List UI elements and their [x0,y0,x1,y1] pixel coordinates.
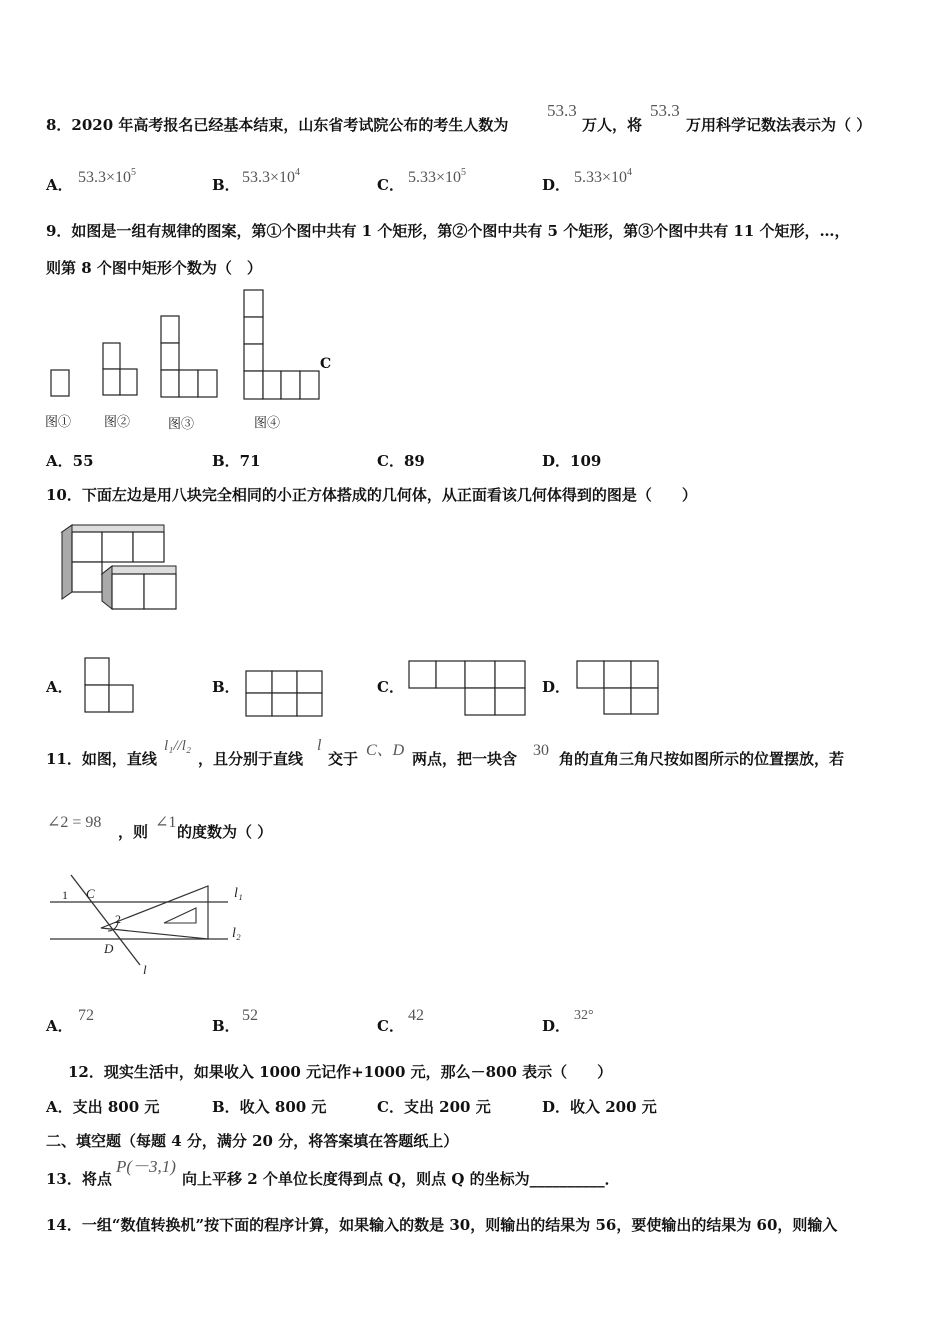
q8-option-d-label: D． [542,176,571,194]
section-2-heading: 二、填空题（每题 4 分，满分 20 分，将答案填在答题纸上） [46,1132,459,1150]
q8-text-2: 万人，将 [582,116,643,134]
q9-option-b: B．71 [212,452,261,470]
q12-option-a: A．支出 800 元 [46,1098,160,1116]
q9-option-d: D．109 [542,452,602,470]
q8-number-1: 53.3 [547,101,577,120]
q11-line-l: l [317,737,322,754]
q8-text-1: 8．2020 年高考报名已经基本结束，山东省考试院公布的考生人数为 [46,116,509,134]
q8-option-d-value: $5.33\times 10^4$ [574,167,633,186]
q8-text-3: 万用科学记数法表示为（ ） [686,116,872,134]
q9-text-line1: 9．如图是一组有规律的图案，第①个图中共有 1 个矩形，第②个图中共有 5 个矩形，第③个图中共有 11 个矩形，…， [46,222,850,240]
q8-option-c-value: $5.33\times 10^5$ [408,167,467,186]
q11-option-a-value: 72 [78,1007,94,1024]
q11-degree-30: 30 [533,742,549,759]
q9-stray-mark: C [320,356,332,372]
q11-fig-label-l: l [143,962,147,977]
q13-text-1: 13．将点 [46,1170,112,1188]
q12-option-b: B．收入 800 元 [212,1098,327,1116]
q11-angle1: ∠1 [155,814,177,831]
q8-number-2: 53.3 [650,101,680,120]
q10-text: 10．下面左边是用八块完全相同的小正方体搭成的几何体，从正面看该几何体得到的图是（ ） [46,486,697,504]
q9-option-c: C．89 [377,452,425,470]
q11-points-cd: C、D [366,742,405,759]
q11-text-6: ，则 [118,823,149,841]
q9-caption-1: 图① [45,414,72,429]
q9-caption-3: 图③ [168,416,195,431]
q11-option-d-label: D． [542,1017,571,1035]
q11-option-a-label: A． [46,1017,73,1035]
q8-option-a-value: $53.3\times 10^5$ [78,167,137,186]
q12-text: 12．现实生活中，如果收入 1000 元记作+1000 元，那么－800 表示（ ） [68,1063,613,1081]
q14-text: 14．一组“数值转换机”按下面的程序计算，如果输入的数是 30，则输出的结果为 56，要使输出的结果为 60，则输入 [46,1216,838,1234]
q11-angle2-equation: ∠2 = 98 [47,814,102,831]
q11-text-2: ，且分别于直线 [198,750,304,768]
q11-parallel-lines: l₁//l₂ [164,738,192,754]
q8-option-c-label: C． [377,176,404,194]
q11-text-5: 角的直角三角尺按如图所示的位置摆放，若 [559,750,845,768]
q9-option-a: A．55 [46,452,94,470]
q11-fig-label-2: 2 [115,912,121,926]
q11-fig-label-c: C [86,886,95,901]
q8-option-a-label: A． [46,176,73,194]
q9-caption-2: 图② [104,414,131,429]
q11-fig-label-l2: l₂ [232,926,241,941]
q10-option-b-label: B． [212,678,240,696]
q8-option-b-label: B． [212,176,240,194]
q11-fig-label-l1: l₁ [234,886,243,901]
q9-caption-4: 图④ [254,415,281,430]
q10-option-c-label: C． [377,678,404,696]
q11-option-b-value: 52 [242,1007,258,1024]
q12-option-c: C．支出 200 元 [377,1098,491,1116]
q11-fig-label-d: D [104,941,114,956]
q8-option-b-value: $53.3\times 10^4$ [242,167,301,186]
q13-text-2: 向上平移 2 个单位长度得到点 Q，则点 Q 的坐标为__________． [182,1170,620,1188]
q11-text-3: 交于 [328,750,359,768]
q11-text-4: 两点，把一块含 [412,750,518,768]
q13-point: P(－3,1) [116,1157,176,1176]
q11-option-d-value: 32° [574,1008,594,1023]
q11-option-c-label: C． [377,1017,404,1035]
q11-option-b-label: B． [212,1017,240,1035]
q9-text-line2: 则第 8 个图中矩形个数为（ ） [46,259,262,277]
q11-fig-label-1: 1 [62,888,68,902]
q10-option-a-label: A． [46,678,73,696]
q11-text-7: 的度数为（ ） [177,823,273,841]
q12-option-d: D．收入 200 元 [542,1098,657,1116]
q10-option-d-label: D． [542,678,571,696]
q11-option-c-value: 42 [408,1007,424,1024]
q11-text-1: 11．如图，直线 [46,750,157,768]
